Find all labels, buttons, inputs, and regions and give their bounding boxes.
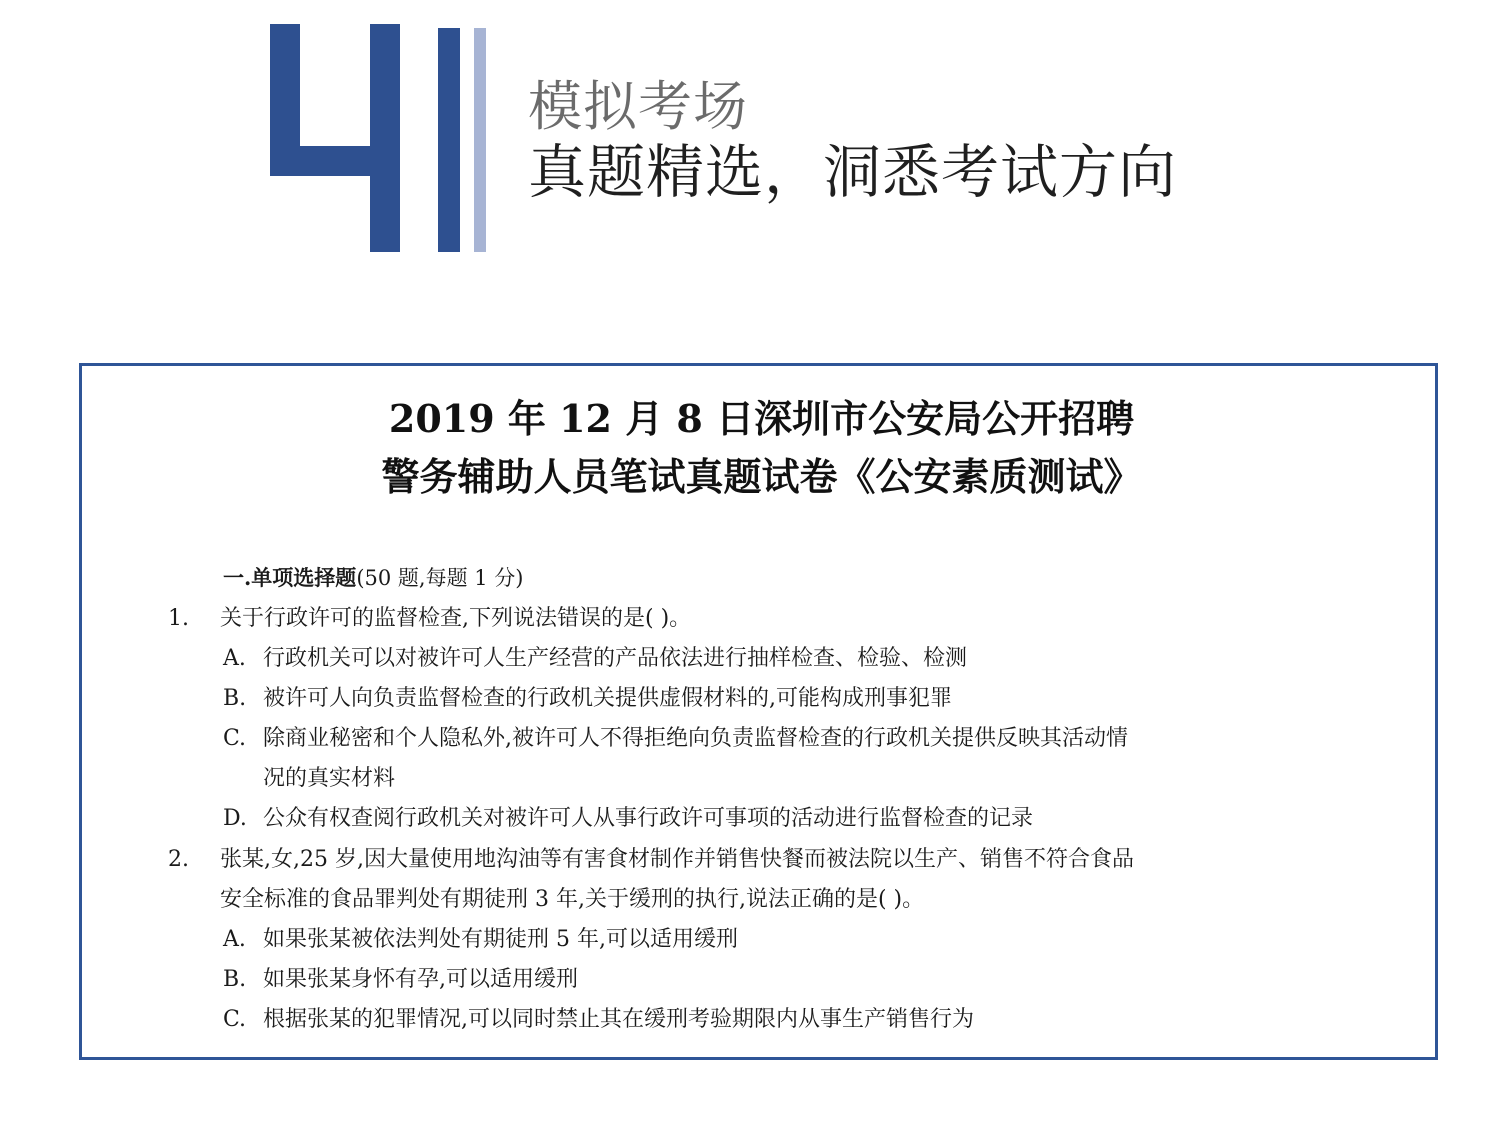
option-letter: A. — [223, 927, 246, 952]
header-subtitle: 模拟考场 — [528, 75, 748, 138]
question-number: 2. — [168, 847, 189, 872]
section-heading — [223, 564, 523, 592]
section-note: (50 题,每题 1 分) — [356, 566, 524, 590]
option-letter: B. — [223, 967, 247, 992]
option-letter: C. — [223, 726, 247, 751]
answer-option — [223, 965, 578, 995]
option-text: 公众有权查阅行政机关对被许可人从事行政许可事项的活动进行监督检查的记录 — [263, 806, 1034, 831]
exam-title — [82, 390, 1441, 506]
chapter-number-graphic — [270, 24, 490, 254]
option-text: 如果张某身怀有孕,可以适用缓刑 — [263, 967, 578, 992]
exam-title-line-1: 2019 年 12 月 8 日深圳市公安局公开招聘 — [388, 396, 1135, 441]
exam-title-line-2: 警务辅助人员笔试真题试卷《公安素质测试》 — [381, 454, 1142, 499]
header-text — [528, 76, 1177, 206]
option-text: 行政机关可以对被许可人生产经营的产品依法进行抽样检查、检验、检测 — [263, 646, 968, 671]
question-number: 1. — [168, 606, 189, 631]
option-text: 根据张某的犯罪情况,可以同时禁止其在缓刑考验期限内从事生产销售行为 — [263, 1007, 974, 1032]
answer-option — [223, 684, 952, 714]
option-text-continuation: 况的真实材料 — [263, 766, 396, 791]
option-text: 如果张某被依法判处有期徒刑 5 年,可以适用缓刑 — [263, 927, 738, 952]
option-letter: A. — [223, 646, 246, 671]
option-text: 被许可人向负责监督检查的行政机关提供虚假材料的,可能构成刑事犯罪 — [263, 686, 952, 711]
accent-bar-dark — [438, 28, 460, 252]
answer-option — [223, 724, 1128, 754]
accent-bar-light — [474, 28, 486, 252]
option-letter: D. — [223, 806, 247, 831]
exam-paper-frame — [79, 363, 1438, 1060]
answer-option — [223, 644, 967, 674]
option-letter: C. — [223, 1007, 247, 1032]
chapter-header — [0, 0, 1500, 300]
question-stem-line: 关于行政许可的监督检查,下列说法错误的是( )。 — [220, 606, 692, 631]
answer-option — [223, 925, 738, 955]
option-text: 除商业秘密和个人隐私外,被许可人不得拒绝向负责监督检查的行政机关提供反映其活动情 — [263, 726, 1128, 751]
answer-option — [223, 1005, 974, 1035]
question-stem-line: 张某,女,25 岁,因大量使用地沟油等有害食材制作并销售快餐而被法院以生产、销售不符合食品 — [220, 847, 1134, 872]
header-tagline: 真题精选，洞悉考试方向 — [528, 138, 1178, 206]
section-label: 一.单项选择题 — [223, 565, 357, 590]
answer-option — [223, 804, 1033, 834]
option-letter: B. — [223, 686, 247, 711]
question-stem-line: 安全标准的食品罪判处有期徒刑 3 年,关于缓刑的执行,说法正确的是( )。 — [220, 887, 925, 912]
chapter-number-right-stroke — [370, 24, 400, 252]
